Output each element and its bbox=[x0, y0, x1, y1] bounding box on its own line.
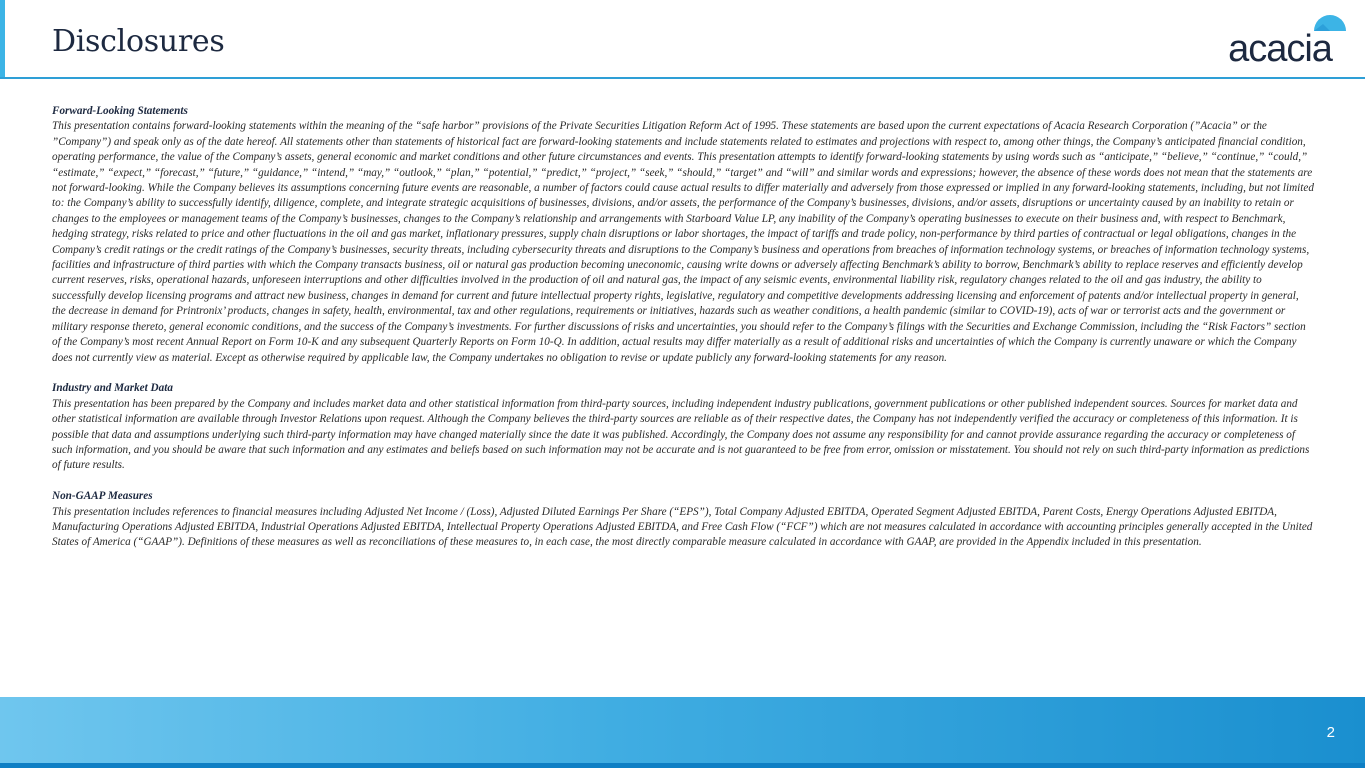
section-forward-looking bbox=[52, 104, 1314, 366]
section-body: This presentation includes references to financial measures including Adjusted Net Income / (Loss), Adjusted Diluted Earnings Per Share (“EPS”), Total Company Adjusted EBITDA, Operated Segment Adjusted EBITDA, Parent Costs, Energy Operations Adjusted EBITDA, Manufacturing Operations Adjusted EBITDA, Industrial Operations Adjusted EBITDA, Intellectual Property Operations Adjusted EBITDA, and Free Cash Flow (“FCF”) which are not measures calculated in accordance with accounting principles generally accepted in the United States of America (“GAAP”). Definitions of these measures as well as reconciliations of these measures to, in each case, the most directly comparable measure calculated in accordance with GAAP, are provided in the Appendix included in this presentation. bbox=[52, 505, 1313, 549]
page-number: 2 bbox=[1326, 724, 1335, 741]
footer-band bbox=[0, 697, 1365, 768]
section-heading: Industry and Market Data bbox=[52, 382, 173, 395]
section-body: This presentation contains forward-looking statements within the meaning of the “safe harbor” provisions of the Private Securities Litigation Reform Act of 1995. These statements are based upon the current expectations of Acacia Research Corporation (”Acacia” or the ”Company”) and speak only as of the date hereof. All statements other than statements of historical fact are forward-looking statements and include statements related to estimates and projections with respect to, among other things, the Company’s anticipated financial condition, operating performance, the value of the Company’s assets, general economic and market conditions and other future circumstances and events. This presentation attempts to identify forward-looking statements by using words such as “anticipate,” “believe,” “continue,” “could,” “estimate,” “expect,” “forecast,” “future,” “guidance,” “intend,” “may,” “outlook,” “plan,” “potential,” “predict,” “project,” “seek,” “should,” “target” and “will” and similar words and expressions; however, the absence of these words does not mean that the statements are not forward-looking. While the Company believes its assumptions concerning future events are reasonable, a number of factors could cause actual results to differ materially and adversely from those expressed or implied in any forward-looking statements, including, but not limited to: the Company’s ability to successfully identify, diligence, complete, and integrate strategic acquisitions of businesses, divisions, and/or assets, the performance of the Company’s businesses, divisions, and/or assets, disruptions or uncertainty caused by an inability to retain or changes to the employees or management teams of the Company’s businesses, changes to the Company’s relationship and arrangements with Starboard Value LP, any inability of the Company’s operating businesses to execute on their business and, with respect to Benchmark, hedging strategy, risks related to price and other fluctuations in the oil and gas market, inflationary pressures, supply chain disruptions or labor shortages, the impact of tariffs and trade policy, non-performance by third parties of contractual or legal obligations, changes in the Company’s credit ratings or the credit ratings of the Company’s businesses, security threats, including cybersecurity threats and disruptions to the Company’s business and operations from breaches of information technology systems, or breaches of information technology systems, facilities and infrastructure of third parties with which the Company transacts business, oil or natural gas production becoming uneconomic, causing write downs or adversely affecting Benchmark’s ability to borrow, Benchmark’s ability to replace reserves and efficiently develop current reserves, risks, operational hazards, unforeseen interruptions and other difficulties involved in the production of oil and natural gas, the impact of any seismic events, environmental liability risk, regulatory changes related to the oil and gas industry, the ability to successfully develop licensing programs and attract new business, changes in demand for current and future intellectual property rights, legislative, regulatory and competitive developments addressing licensing and enforcement of patents and/or intellectual property in general, the decrease in demand for Printronix’ products, changes in safety, health, environmental, tax and other regulations, requirements or initiatives, hazards such as weather conditions, a health pandemic (similar to COVID-19), acts of war or terrorist acts and the government or military response thereto, general economic conditions, and the success of the Company’s investments. For further discussions of risks and uncertainties, you should refer to the Company’s filings with the Securities and Exchange Commission, including the “Risk Factors” section of the Company’s most recent Annual Report on Form 10-K and any subsequent Quarterly Reports on Form 10-Q. In addition, actual results may differ materially as a result of additional risks and uncertainties of which the Company is currently unaware or which the Company does not currently view as material. Except as otherwise required by applicable law, the Company undertakes no obligation to revise or update publicly any forward-looking statements for any reason. bbox=[52, 120, 1314, 364]
footer-bottom-strip bbox=[0, 763, 1365, 768]
header-divider bbox=[0, 77, 1365, 79]
section-heading: Non-GAAP Measures bbox=[52, 490, 153, 503]
section-body: This presentation has been prepared by the Company and includes market data and other statistical information from third-party sources, including independent industry publications, government publications or other published independent sources. Sources for market data and other statistical information are available through Investor Relations upon request. Although the Company believes the third-party sources are reliable as of their respective dates, the Company has not independently verified the accuracy or completeness of this information. It is possible that data and assumptions underlying such third-party information may have changed materially since the date it was published. Accordingly, the Company does not assume any responsibility for and cannot provide assurance regarding the accuracy or completeness of such information, and you should be aware that such information and any estimates and beliefs based on such information may not be accurate and is not guaranteed to be free from error, omission or misstatement. You should not rely on such third-party information as predictions of future results. bbox=[52, 397, 1310, 472]
section-industry-market-data bbox=[52, 381, 1314, 473]
disclosure-content bbox=[52, 104, 1314, 566]
header-accent-bar bbox=[0, 0, 5, 78]
acacia-logo bbox=[1210, 12, 1350, 66]
section-non-gaap bbox=[52, 489, 1314, 551]
section-heading: Forward-Looking Statements bbox=[52, 105, 188, 117]
logo-text: acacia bbox=[1228, 28, 1332, 66]
page-title: Disclosures bbox=[52, 24, 225, 59]
